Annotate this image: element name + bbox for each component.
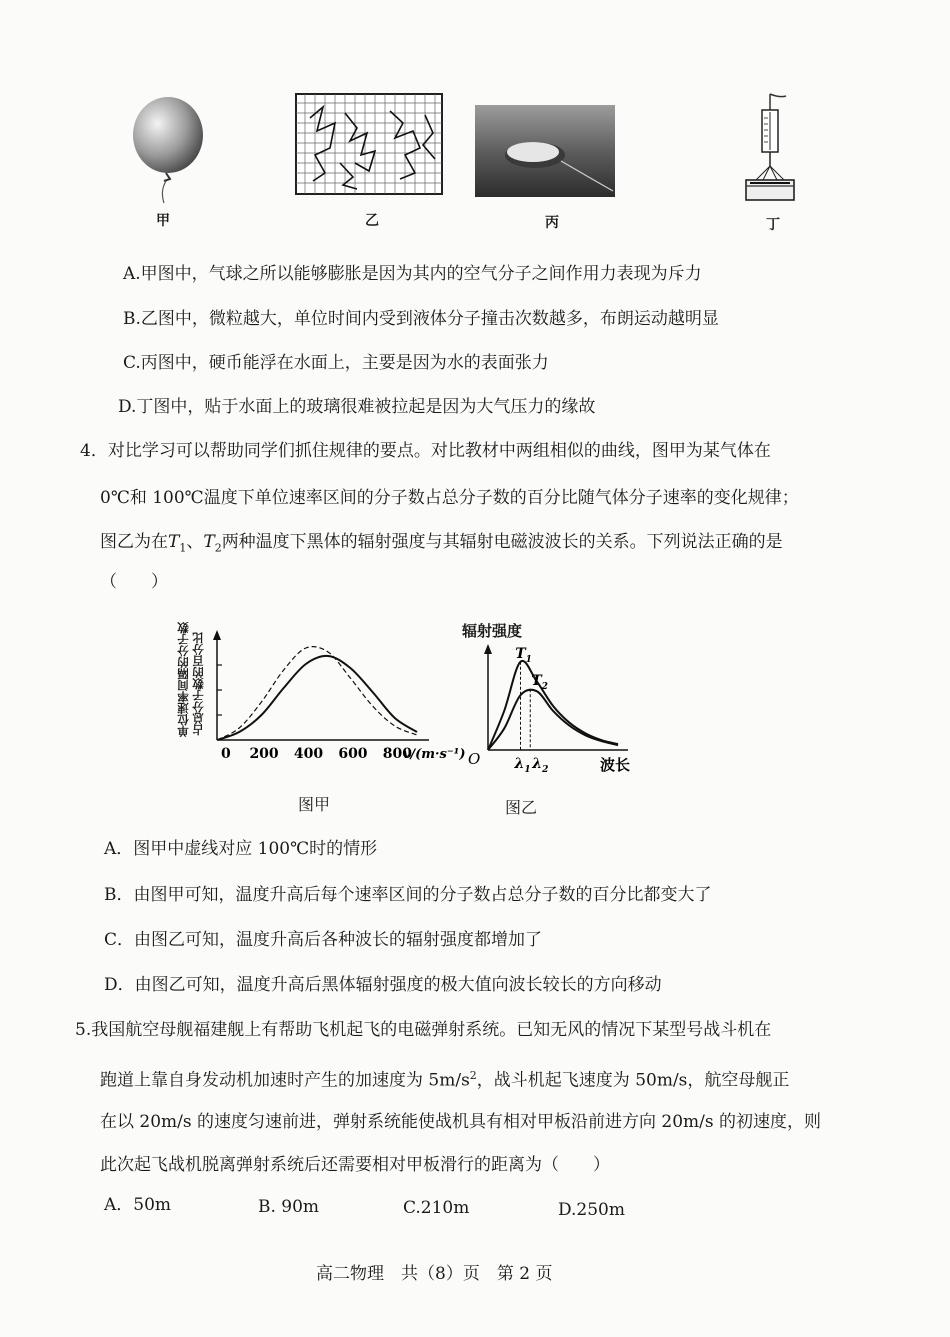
q4-option-b: B．由图甲可知，温度升高后每个速率区间的分子数占总分子数的百分比都变大了 — [104, 885, 712, 905]
spring-scale-glass-image — [740, 92, 800, 210]
x-tick-label-400: 400 — [293, 746, 324, 762]
q4-stem-t2: T — [203, 532, 215, 552]
q5-choice-b: B. 90m — [258, 1197, 320, 1217]
t1-label: $T_1$ — [515, 645, 532, 665]
q4-stem-line3-a: 图乙为在 — [100, 532, 168, 552]
image-label-bing: 丙 — [545, 215, 559, 231]
fig-yi-chart — [466, 640, 636, 775]
page-footer: 高二物理 共（8）页 第 2 页 — [316, 1264, 553, 1284]
q4-stem-line3-b: 两种温度下黑体的辐射强度与其辐射电磁波波长的关系。下列说法正确的是 — [221, 532, 783, 552]
q4-stem-t1: T — [168, 532, 180, 552]
y-axis-arrow — [213, 630, 221, 640]
q4-option-c: C．由图乙可知，温度升高后各种波长的辐射强度都增加了 — [104, 930, 543, 950]
q5-line1: 5.我国航空母舰福建舰上有帮助飞机起飞的电磁弹射系统。已知无风的情况下某型号战斗机在 — [75, 1020, 772, 1040]
q3-option-c: C.丙图中，硬币能浮在水面上，主要是因为水的表面张力 — [123, 353, 549, 373]
q5-line2-sup: 2 — [469, 1069, 477, 1082]
series-T1 — [488, 661, 618, 750]
image-label-ding: 丁 — [766, 217, 780, 233]
q4-stem-line2: 0℃和 100℃温度下单位速率区间的分子数占总分子数的百分比随气体分子速率的变化规律； — [100, 488, 799, 508]
q5-line2-b: ，战斗机起飞速度为 50m/s，航空母舰正 — [476, 1070, 790, 1091]
q4-stem-t2-sub: 2 — [214, 541, 222, 555]
series-solid — [217, 656, 417, 740]
x-tick-label-800: 800 — [382, 746, 413, 762]
q4-stem-line3 — [100, 530, 783, 560]
q4-option-a: A．图甲中虚线对应 100℃时的情形 — [104, 839, 378, 859]
brownian-grid-image — [295, 93, 443, 195]
fig-yi-ylabel: 辐射强度 — [462, 622, 523, 640]
q4-option-d: D．由图乙可知，温度升高后黑体辐射强度的极大值向波长较长的方向移动 — [104, 975, 662, 995]
q5-line4: 此次起飞战机脱离弹射系统后还需要相对甲板滑行的距离为（ ） — [100, 1155, 610, 1175]
image-label-yi: 乙 — [365, 213, 379, 229]
fig-jia-ylabel-line1: 单位速率间隔的分子数 — [176, 622, 190, 737]
fig-jia-ylabel-line2: 占总分子数的百分比 — [191, 632, 205, 736]
floating-coin-image — [475, 105, 615, 197]
q4-stem-t1-sub: 1 — [179, 541, 187, 555]
x-tick-label-600: 600 — [338, 746, 368, 762]
y-axis-arrow — [484, 644, 492, 654]
q5-choice-c: C.210m — [403, 1198, 470, 1218]
q5-line2 — [100, 1064, 789, 1093]
q3-option-d: D.丁图中，贴于水面上的玻璃很难被拉起是因为大气压力的缘故 — [118, 397, 596, 417]
q5-line2-a: 跑道上靠自身发动机加速时产生的加速度为 5m/s — [100, 1070, 470, 1091]
q5-choice-d: D.250m — [558, 1200, 625, 1220]
x-axis-label: 波长 — [600, 756, 631, 774]
x-tick-label-0: 0 — [221, 746, 231, 762]
q3-option-b: B.乙图中，微粒越大，单位时间内受到液体分子撞击次数越多，布朗运动越明显 — [123, 309, 719, 329]
q4-answer-paren: （ ） — [100, 572, 168, 592]
t2-label: $T_2$ — [531, 673, 548, 693]
x-unit-label: v/(m·s⁻¹) — [402, 747, 466, 762]
balloon-image — [130, 95, 210, 205]
fig-jia-caption: 图甲 — [298, 795, 331, 814]
q4-stem-line1: 4．对比学习可以帮助同学们抓住规律的要点。对比教材中两组相似的曲线，图甲为某气体在 — [80, 441, 771, 461]
q3-option-a: A.甲图中，气球之所以能够膨胀是因为其内的空气分子之间作用力表现为斥力 — [123, 264, 702, 284]
q4-stem-sep: 、 — [186, 532, 204, 552]
fig-jia-chart — [205, 630, 466, 770]
origin-label: O — [468, 750, 481, 768]
x-tick-label-200: 200 — [249, 746, 279, 762]
lambda2-label: $\lambda_2$ — [532, 756, 549, 775]
q5-choice-a: A．50m — [104, 1195, 172, 1215]
fig-yi-caption: 图乙 — [505, 798, 538, 817]
lambda1-label: $\lambda_1$ — [514, 756, 531, 775]
image-label-jia: 甲 — [156, 213, 170, 229]
q5-line3: 在以 20m/s 的速度匀速前进，弹射系统能使战机具有相对甲板沿前进方向 20m/s 的初速度，则 — [100, 1112, 822, 1132]
